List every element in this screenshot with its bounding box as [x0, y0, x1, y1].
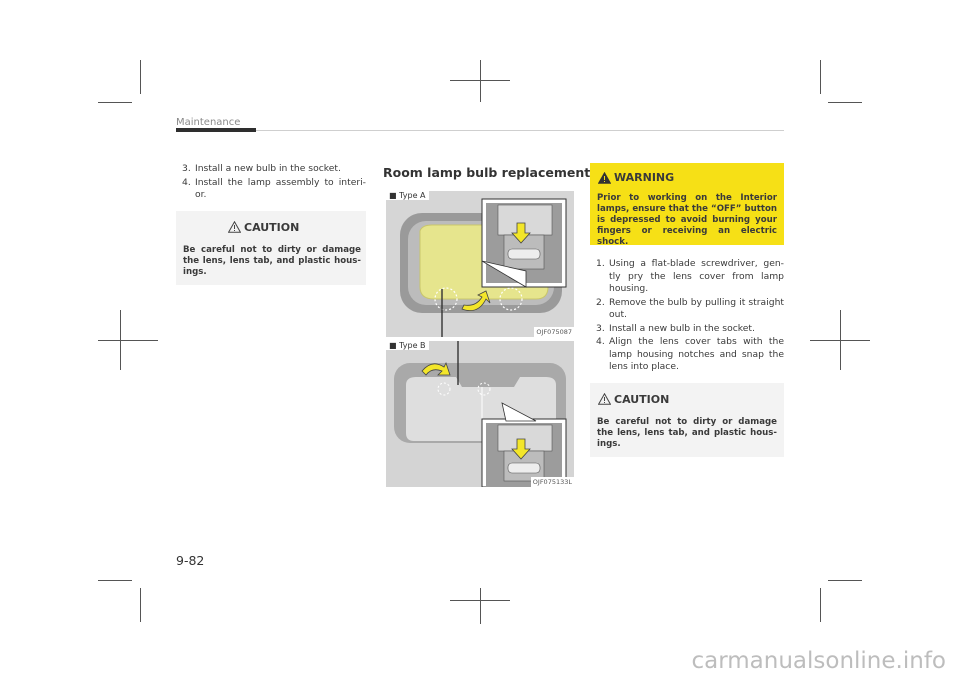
- figure-label-a: ■ Type A: [386, 191, 429, 200]
- list-item: 2. Remove the bulb by pulling it straight out.: [596, 296, 784, 320]
- right-steps: [590, 258, 784, 375]
- lamp-illustration-b: [386, 341, 574, 487]
- figure-type-b: [386, 341, 574, 487]
- list-item: 3. Install a new bulb in the socket.: [596, 322, 755, 334]
- warning-icon: [598, 172, 611, 184]
- header-bar: [176, 128, 256, 132]
- caution-title: CAUTION: [614, 393, 670, 406]
- square-bullet-icon: ■: [389, 191, 397, 200]
- left-caution-box: [176, 211, 366, 285]
- lamp-illustration-a: [386, 191, 574, 337]
- page-number: 9-82: [176, 553, 205, 568]
- section-header: Maintenance: [176, 117, 241, 128]
- caution-title: CAUTION: [244, 221, 300, 234]
- watermark: carmanualsonline.info: [691, 648, 946, 674]
- caution-text: Be careful not to dirty or damage the lens, lens tab, and plastic hous-ings.: [183, 245, 361, 277]
- caution-text: Be careful not to dirty or damage the lens, lens tab, and plastic hous-ings.: [597, 417, 777, 449]
- square-bullet-icon: ■: [389, 341, 397, 350]
- figure-code-a: OJF075087: [536, 328, 572, 336]
- left-steps: [176, 163, 366, 203]
- figure-label-b: ■ Type B: [386, 341, 429, 350]
- right-caution-box: [590, 383, 784, 457]
- list-item: 3. Install a new bulb in the socket.: [182, 163, 341, 174]
- list-item: 1. Using a flat-blade screwdriver, gen-tly pry the lens cover from lamp housing.: [596, 258, 784, 294]
- figure-type-a: [386, 191, 574, 337]
- warning-title: WARNING: [614, 171, 675, 184]
- list-item: 4. Install the lamp assembly to interi-or.: [182, 176, 366, 200]
- caution-icon: [228, 221, 241, 233]
- warning-box: [590, 163, 784, 245]
- caution-icon: [598, 393, 611, 405]
- section-title: Room lamp bulb replacement: [383, 165, 591, 180]
- header-rule: [256, 130, 784, 131]
- figure-code-b: OJF075133L: [532, 478, 572, 486]
- warning-text: Prior to working on the Interior lamps, ensure that the “OFF” button is depressed to avoid burning your fingers or receiving an electric shock.: [597, 193, 777, 247]
- list-item: 4. Align the lens cover tabs with the lamp housing notches and snap the lens into place.: [596, 336, 784, 372]
